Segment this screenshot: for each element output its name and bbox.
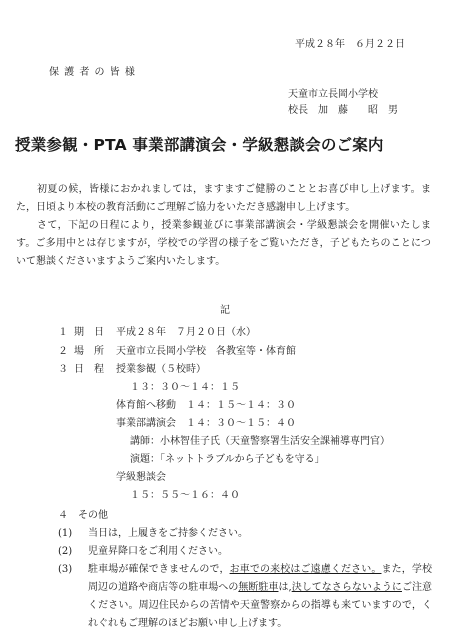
place-label: 場 所 — [74, 346, 104, 357]
unauthorized-parking: 無断駐車 — [238, 582, 279, 593]
particle-text: は, — [278, 582, 292, 593]
schedule-class-meeting-time: １５：５５～１６：４０ — [130, 490, 240, 501]
document-title: 授業参観・PTA 事業部講演会・学級懇談会のご案内 — [15, 136, 384, 154]
schedule-class-meeting: 学級懇談会 — [116, 472, 166, 483]
schedule-label: 日 程 — [74, 364, 104, 375]
intro-paragraph-2: さて，下記の日程により，授業参観並びに事業部講演会・学級懇談会を開催いたします。ご多用中とは存じますが，学校での学習の様子をご覧いただき，子どもたちのことについて懇談くださいますようご案内いたします。 — [16, 220, 431, 267]
no-car-notice: お車での来校はご遠慮ください。 — [229, 564, 382, 575]
lecture-lecturer: 講師：小林智佳子氏（天童警察署生活安全課補導専門官） — [130, 436, 390, 447]
never-do-notice: 決してなさらないように — [291, 582, 402, 593]
sender-principal: 校長 加 藤 昭 男 — [288, 105, 398, 116]
intro-paragraph-1: 初夏の候，皆様におかれましては，ますますご健勝のこととお喜び申し上げます。また，日頃より本校の教育活動にご理解ご協力をいただき感謝申し上げます。 — [16, 184, 431, 213]
other-item-number: (1) — [58, 528, 73, 539]
issue-date: 平成２８年 ６月２２日 — [295, 39, 405, 50]
complaints-notice: ご注意ください。周辺住民からの苦情や天童警察からの指導も来ていますので，くれぐれもご理解のほどお願い申し上げます。 — [88, 582, 433, 629]
item-number: ３ — [58, 364, 68, 375]
other-item-3 — [88, 561, 432, 633]
schedule-class-visit-time: １３：３０～１４：１５ — [130, 382, 240, 393]
item-number: １ — [58, 327, 68, 338]
parking-notice: 駐車場が確保できませんので， — [88, 564, 230, 575]
other-item-1: 当日は，上履きをご持参ください。 — [88, 528, 248, 539]
other-item-number: (2) — [58, 546, 73, 557]
other-item-number: (3) — [58, 564, 73, 575]
schedule-class-visit: 授業参観（５校時） — [116, 364, 206, 375]
schedule-lecture: 事業部講演会 １４：３０～１５：４０ — [116, 418, 296, 429]
lecture-topic: 演題：「ネットトラブルから子どもを守る」 — [130, 454, 325, 465]
place-value: 天童市立長岡小学校 各教室等・体育館 — [116, 346, 296, 357]
addressee: 保 護 者 の 皆 様 — [49, 67, 136, 78]
date-label: 期 日 — [74, 327, 104, 338]
item-number: ２ — [58, 346, 68, 357]
other-item-2: 児童昇降口をご利用ください。 — [88, 546, 228, 557]
ki-heading: 記 — [220, 305, 230, 316]
sender-school: 天童市立長岡小学校 — [288, 89, 378, 100]
other-heading: ４ その他 — [58, 510, 108, 521]
date-value: 平成２８年 ７月２０日（水） — [116, 327, 256, 338]
schedule-move-gym: 体育館へ移動 １４：１５～１４：３０ — [116, 400, 296, 411]
road-notice: また，学校周辺の道路や商店等の駐車場への — [88, 564, 432, 593]
